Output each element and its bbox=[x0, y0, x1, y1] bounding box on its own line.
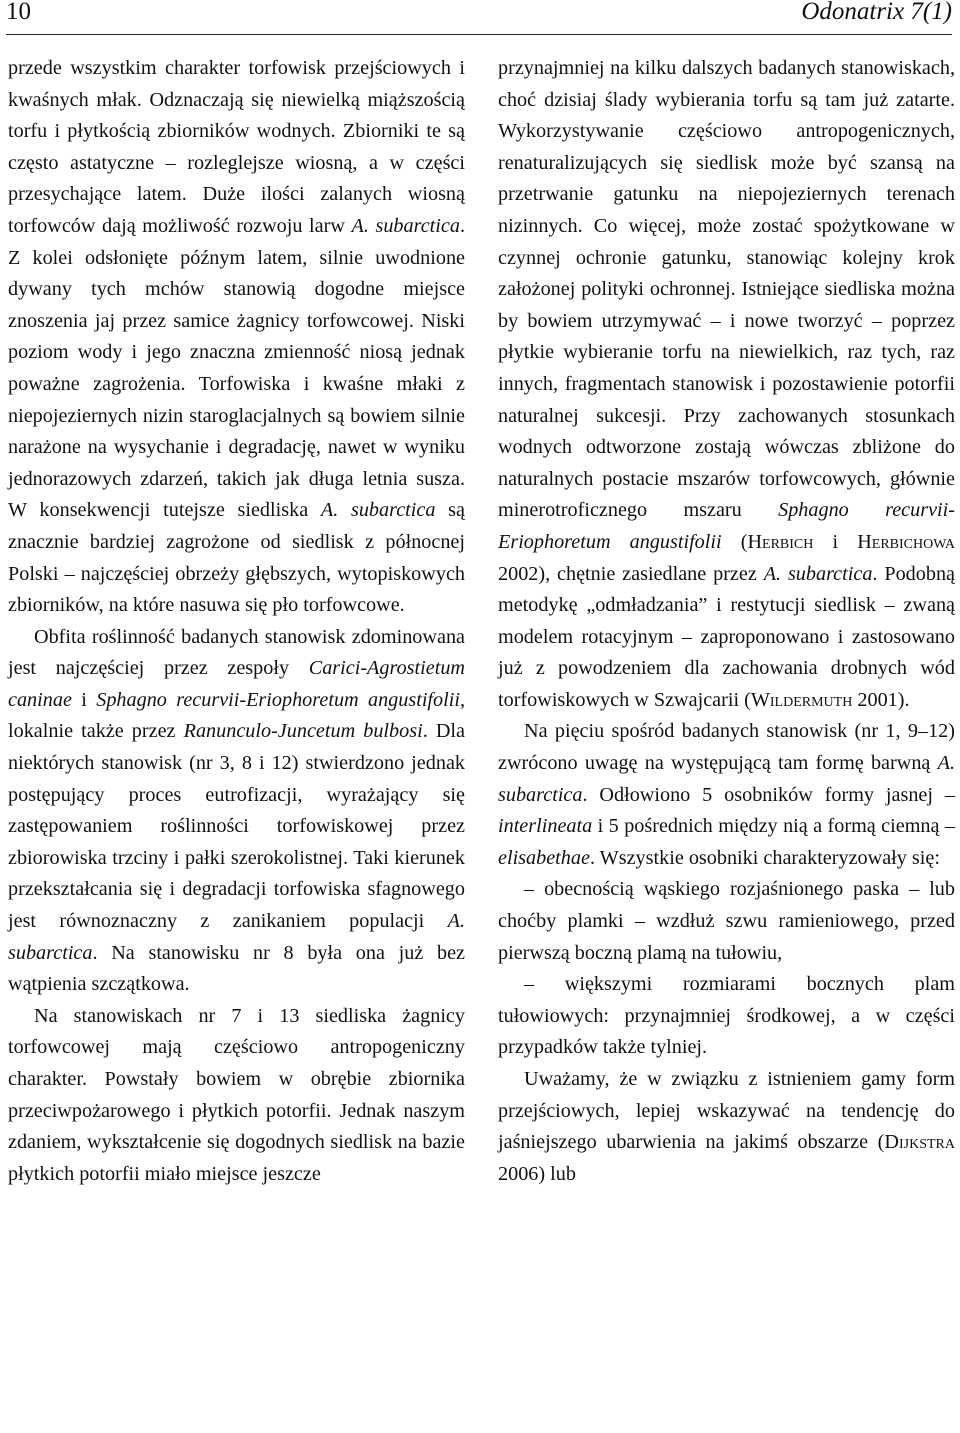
association-name: Carici-Agrostietum caninae bbox=[8, 657, 465, 711]
species-name: A. subarctica bbox=[320, 499, 436, 522]
species-name: A. subarctica bbox=[498, 752, 955, 806]
citation-author: Herbichowa bbox=[857, 530, 955, 553]
right-paragraph-1 bbox=[498, 53, 955, 716]
citation-author: Herbich bbox=[747, 530, 814, 553]
text-run: Obfita roślinność badanych stanowisk zdominowana jest najczęściej przez zespoły bbox=[8, 625, 465, 680]
text-run: Uważamy, że w związku z istnieniem gamy form przejściowych, lepiej wskazywać na tendencję do jaśniejszego ubarwienia na jakimś obszarze ( bbox=[498, 1068, 955, 1154]
text-run: i bbox=[813, 530, 858, 553]
right-paragraph-2 bbox=[498, 716, 955, 874]
citation-author: Dijkstra bbox=[884, 1131, 955, 1154]
text-run: . Z kolei odsłonięte późnym latem, silnie uwodnione dywany tych mchów stanowią dogodne miejsce znoszenia jaj przez samice żagnicy torfowcowej. Niski poziom wody i jego znaczna zmienność niosą jednak poważne zagrożenia. Torfowiska i kwaśne młaki z niepojeziernych nizin staroglacjalnych są bowiem silnie narażone na wysychanie i degradację, nawet w wyniku jednorazowych zdarzeń, takich jak długa letnia susza. W konsekwencji tutejsze siedliska bbox=[8, 214, 466, 522]
text-run: 2002), chętnie zasiedlane przez bbox=[498, 562, 764, 585]
species-name: A. subarctica bbox=[763, 562, 873, 585]
page-number: 10 bbox=[6, 0, 31, 25]
left-column bbox=[8, 53, 465, 1190]
list-item-1: – obecnością wąskiego rozjaśnionego paska – lub choćby plamki – wzdłuż szwu ramieniowego, przed pierwszą boczną plamą na tułowiu, bbox=[498, 878, 955, 964]
text-run: i 5 pośrednich między nią a formą ciemną – bbox=[592, 815, 955, 838]
left-paragraph-3: Na stanowiskach nr 7 i 13 siedliska żagnicy torfowcowej mają częściowo antropogeniczny charakter. Powstały bowiem w obrębie zbiornika przeciwpożarowego i płytkich potorfii. Jednak naszym zdaniem, wykształcenie się dogodnych siedlisk na bazie płytkich potorfii miało miejsce jeszcze bbox=[8, 1004, 465, 1185]
text-run: , lokalnie także przez bbox=[8, 688, 465, 743]
text-run: . Na stanowisku nr 8 była ona już bez wątpienia szczątkowa. bbox=[8, 941, 465, 996]
text-run: 2006) lub bbox=[498, 1162, 576, 1185]
citation-author: Wildermuth bbox=[750, 688, 853, 711]
species-name: A. subarctica bbox=[351, 214, 460, 237]
species-name: A. subarctica bbox=[8, 910, 465, 964]
right-paragraph-3 bbox=[498, 1064, 955, 1190]
text-run: 2001). bbox=[852, 688, 910, 711]
text-run: . Odłowiono 5 osobników formy jasnej – bbox=[582, 783, 955, 806]
text-run: . Wszystkie osobniki charakteryzowały się: bbox=[589, 846, 940, 869]
left-paragraph-2 bbox=[8, 622, 465, 1001]
text-run: przynajmniej na kilku dalszych badanych stanowiskach, choć dzisiaj ślady wybierania torfu są tam już zatarte. Wykorzystywanie częściowo antropogenicznych, renaturalizujących się siedlisk może być szansą na przetrwanie gatunku na niepojeziernych terenach nizinnych. Co więcej, może zostać spożytkowane w czynnej ochronie gatunku, stanowiąc kolejny krok założonej polityki ochronnej. Istniejące siedliska można by bowiem utrzymywać – i nowe tworzyć – poprzez płytkie wybieranie torfu na niewielkich, raz tych, raz innych, fragmentach stanowisk i pozostawienie potorfii naturalnej sukcesji. Przy zachowanych stosunkach wodnych odtworzone zostają wówczas zbliżone do naturalnych postacie mszarów torfowcowych, głównie minerotroficznego mszaru bbox=[498, 57, 955, 522]
right-column bbox=[498, 53, 955, 1190]
text-run: . Podobną metodykę „odmładzania” i restytucji siedlisk – zwaną modelem rotacyjnym – zaproponowano i zastosowano już z powodzeniem dla zachowania drobnych wód torfowiskowych w Szwajcarii ( bbox=[498, 562, 955, 711]
association-name: Ranunculo-Juncetum bulbosi bbox=[183, 720, 423, 743]
list-item-2: – większymi rozmiarami bocznych plam tułowiowych: przynajmniej środkowej, a w części przypadków także tylniej. bbox=[498, 973, 955, 1059]
form-name: elisabethae bbox=[498, 846, 590, 869]
text-run: Na pięciu spośród badanych stanowisk (nr 1, 9–12) zwrócono uwagę na występującą tam formę barwną bbox=[498, 720, 955, 775]
text-run: przede wszystkim charakter torfowisk przejściowych i kwaśnych młak. Odznaczają się niewielką miąższością torfu i płytkością zbiorników wodnych. Zbiorniki te są często astatyczne – rozleglejsze wiosną, a w części przesychające latem. Duże ilości zalanych wiosną torfowców dają możliwość rozwoju larw bbox=[8, 57, 465, 237]
text-run: . Dla niektórych stanowisk (nr 3, 8 i 12) stwierdzono jednak postępujący proces eutrofizacji, wyrażający się zastępowaniem roślinności torfowiskowej przez zbiorowiska trzciny i pałki szerokolistnej. Taki kierunek przekształcania się i degradacji torfowiska sfagnowego jest równoznaczny z zanikaniem populacji bbox=[8, 720, 465, 933]
text-run: są znacznie bardziej zagrożone od siedlisk z północnej Polski – najczęściej obrzeży głębszych, wytopiskowych zbiorników, na które nasuwa się pło torfowcowe. bbox=[8, 499, 465, 617]
association-name: Sphagno recurvii-Eriophoretum angustifolii bbox=[498, 499, 955, 553]
journal-title: Odonatrix 7(1) bbox=[801, 0, 952, 25]
page-header bbox=[6, 0, 952, 35]
left-paragraph-1 bbox=[8, 53, 465, 622]
form-name: interlineata bbox=[498, 815, 593, 838]
association-name: Sphagno recurvii-Eriophoretum angustifolii bbox=[96, 688, 460, 711]
text-run: ( bbox=[721, 530, 748, 553]
text-run: i bbox=[71, 688, 97, 711]
